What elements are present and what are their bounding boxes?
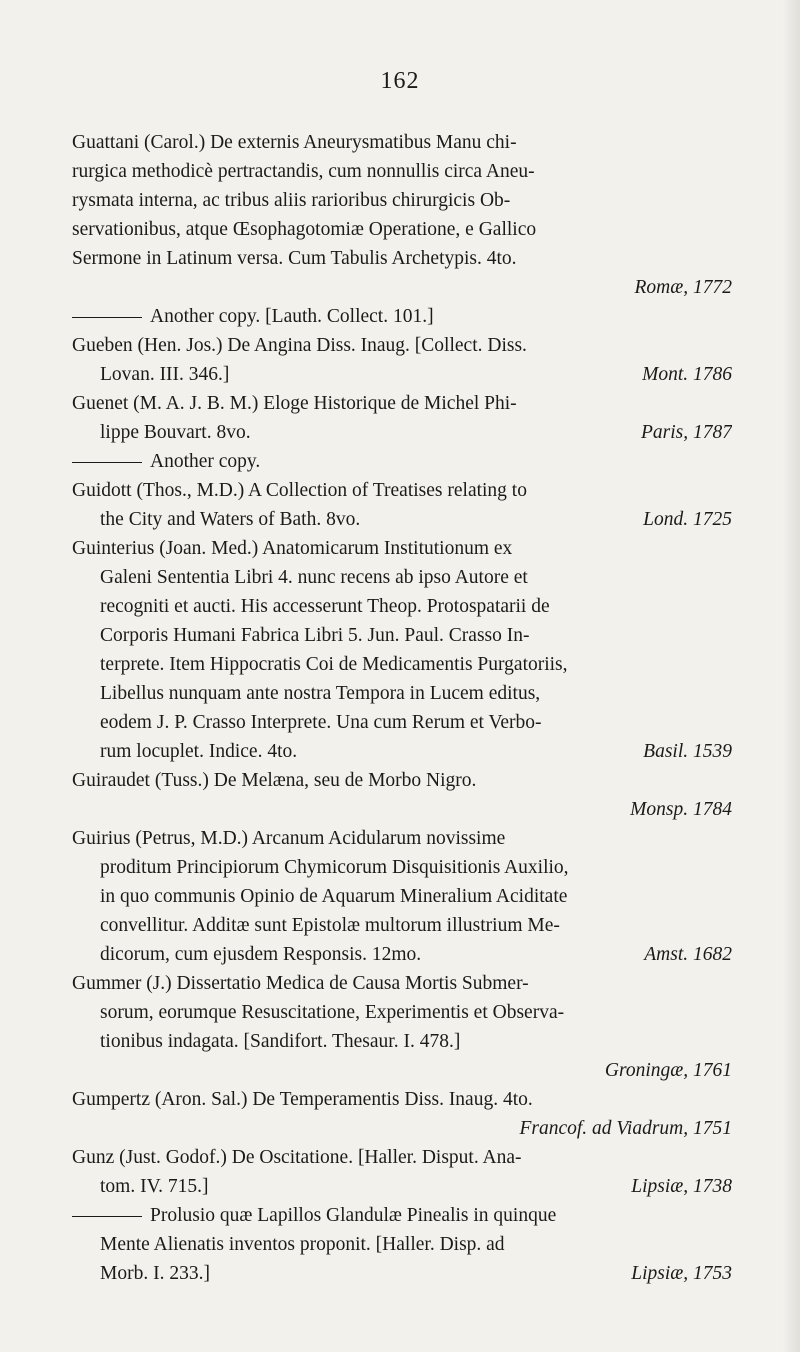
catalogue-entry-guinterius [72,534,732,766]
entry-line: eodem J. P. Crasso Interprete. Una cum Rerum et Verbo- [100,712,542,733]
entry-imprint: Basil. 1539 [643,741,732,762]
entry-text: Prolusio quæ Lapillos Glandulæ Pinealis in quinque [150,1205,557,1226]
entry-text: lippe Bouvart. 8vo. [100,422,251,443]
catalogue-entry-guidott [72,476,732,534]
entry-line [72,447,732,476]
entry-line: Guiraudet (Tuss.) De Melæna, seu de Morbo Nigro. [72,770,477,791]
entry-line: Gumpertz (Aron. Sal.) De Temperamentis Diss. Inaug. 4to. [72,1089,533,1110]
entry-line [72,940,732,969]
entry-line [72,302,732,331]
entry-imprint: Groningæ, 1761 [604,1060,732,1081]
entry-line: Gummer (J.) Dissertatio Medica de Causa Mortis Submer- [72,973,529,994]
entry-text: tom. IV. 715.] [100,1176,209,1197]
entry-imprint: Amst. 1682 [644,944,732,965]
entry-line: rurgica methodicè pertractandis, cum nonnullis circa Aneu- [72,161,535,182]
entry-line [72,1201,732,1230]
catalogue-entry-guiraudet [72,766,732,824]
ditto-dash [72,317,142,318]
catalogue-entry-gunz-prolusio [72,1201,732,1288]
entry-line: servationibus, atque Œsophagotomiæ Operatione, e Gallico [72,219,537,240]
entry-text: rum locuplet. Indice. 4to. [100,741,298,762]
entry-line: convellitur. Additæ sunt Epistolæ multorum illustrium Me- [100,915,560,936]
entry-line: Corporis Humani Fabrica Libri 5. Jun. Paul. Crasso In- [100,625,530,646]
entry-line: in quo communis Opinio de Aquarum Mineralium Aciditate [100,886,568,907]
entry-line [72,418,732,447]
entry-line: Guinterius (Joan. Med.) Anatomicarum Institutionum ex [72,538,513,559]
entry-imprint: Lipsiæ, 1738 [631,1176,732,1197]
entry-imprint: Monsp. 1784 [630,799,732,820]
entry-line: Guattani (Carol.) De externis Aneurysmatibus Manu chi- [72,132,517,153]
catalogue-entry-gunz [72,1143,732,1201]
entry-line: Galeni Sententia Libri 4. nunc recens ab ipso Autore et [100,567,528,588]
entry-line [72,505,732,534]
entry-line [72,1259,732,1288]
page-edge-shadow [782,0,800,1352]
entry-text: the City and Waters of Bath. 8vo. [100,509,361,530]
entry-line: recogniti et aucti. His accesserunt Theop. Protospatarii de [100,596,550,617]
entry-line: Guenet (M. A. J. B. M.) Eloge Historique de Michel Phi- [72,393,517,414]
entry-line: Guirius (Petrus, M.D.) Arcanum Acidularum novissime [72,828,506,849]
entry-line: Libellus nunquam ante nostra Tempora in Lucem editus, [100,683,541,704]
entry-imprint: Lipsiæ, 1753 [631,1263,732,1284]
page-number: 162 [380,68,420,94]
ditto-dash [72,1216,142,1217]
entry-imprint: Francof. ad Viadrum, 1751 [519,1118,732,1139]
catalogue-entry-guattani [72,128,732,302]
catalogue-entry-gumpertz [72,1085,732,1143]
entry-line: Sermone in Latinum versa. Cum Tabulis Archetypis. 4to. [72,248,517,269]
entry-line: Gueben (Hen. Jos.) De Angina Diss. Inaug. [Collect. Diss. [72,335,527,356]
catalogue-entry-guirius [72,824,732,969]
entry-imprint: Mont. 1786 [642,364,732,385]
ditto-dash [72,462,142,463]
entry-text: Morb. I. 233.] [100,1263,210,1284]
entry-line: rysmata interna, ac tribus aliis rarioribus chirurgicis Ob- [72,190,511,211]
entry-line: sorum, eorumque Resuscitatione, Experimentis et Observa- [100,1002,565,1023]
catalogue-entry-guenet [72,389,732,447]
entry-line: Guidott (Thos., M.D.) A Collection of Treatises relating to [72,480,527,501]
entry-line: proditum Principiorum Chymicorum Disquisitionis Auxilio, [100,857,569,878]
catalogue-entry-gummer [72,969,732,1085]
catalogue-entry-gueben [72,331,732,389]
entry-line: Mente Alienatis inventos proponit. [Haller. Disp. ad [100,1234,505,1255]
entry-line [72,737,732,766]
entry-text: Another copy. [Lauth. Collect. 101.] [150,306,434,327]
entry-text: dicorum, cum ejusdem Responsis. 12mo. [100,944,422,965]
catalogue-entry-another-copy [72,447,732,476]
entry-line: tionibus indagata. [Sandifort. Thesaur. I. 478.] [100,1031,461,1052]
catalogue-entry-another-copy [72,302,732,331]
entry-text: Another copy. [150,451,261,472]
catalogue-entries [72,128,732,1288]
entry-line: terprete. Item Hippocratis Coi de Medicamentis Purgatoriis, [100,654,568,675]
entry-line: Gunz (Just. Godof.) De Oscitatione. [Haller. Disput. Ana- [72,1147,522,1168]
entry-imprint: Paris, 1787 [640,422,732,443]
entry-line [72,1172,732,1201]
entry-text: Lovan. III. 346.] [100,364,230,385]
entry-imprint: Lond. 1725 [643,509,732,530]
entry-line [72,360,732,389]
entry-imprint: Romæ, 1772 [634,277,732,298]
